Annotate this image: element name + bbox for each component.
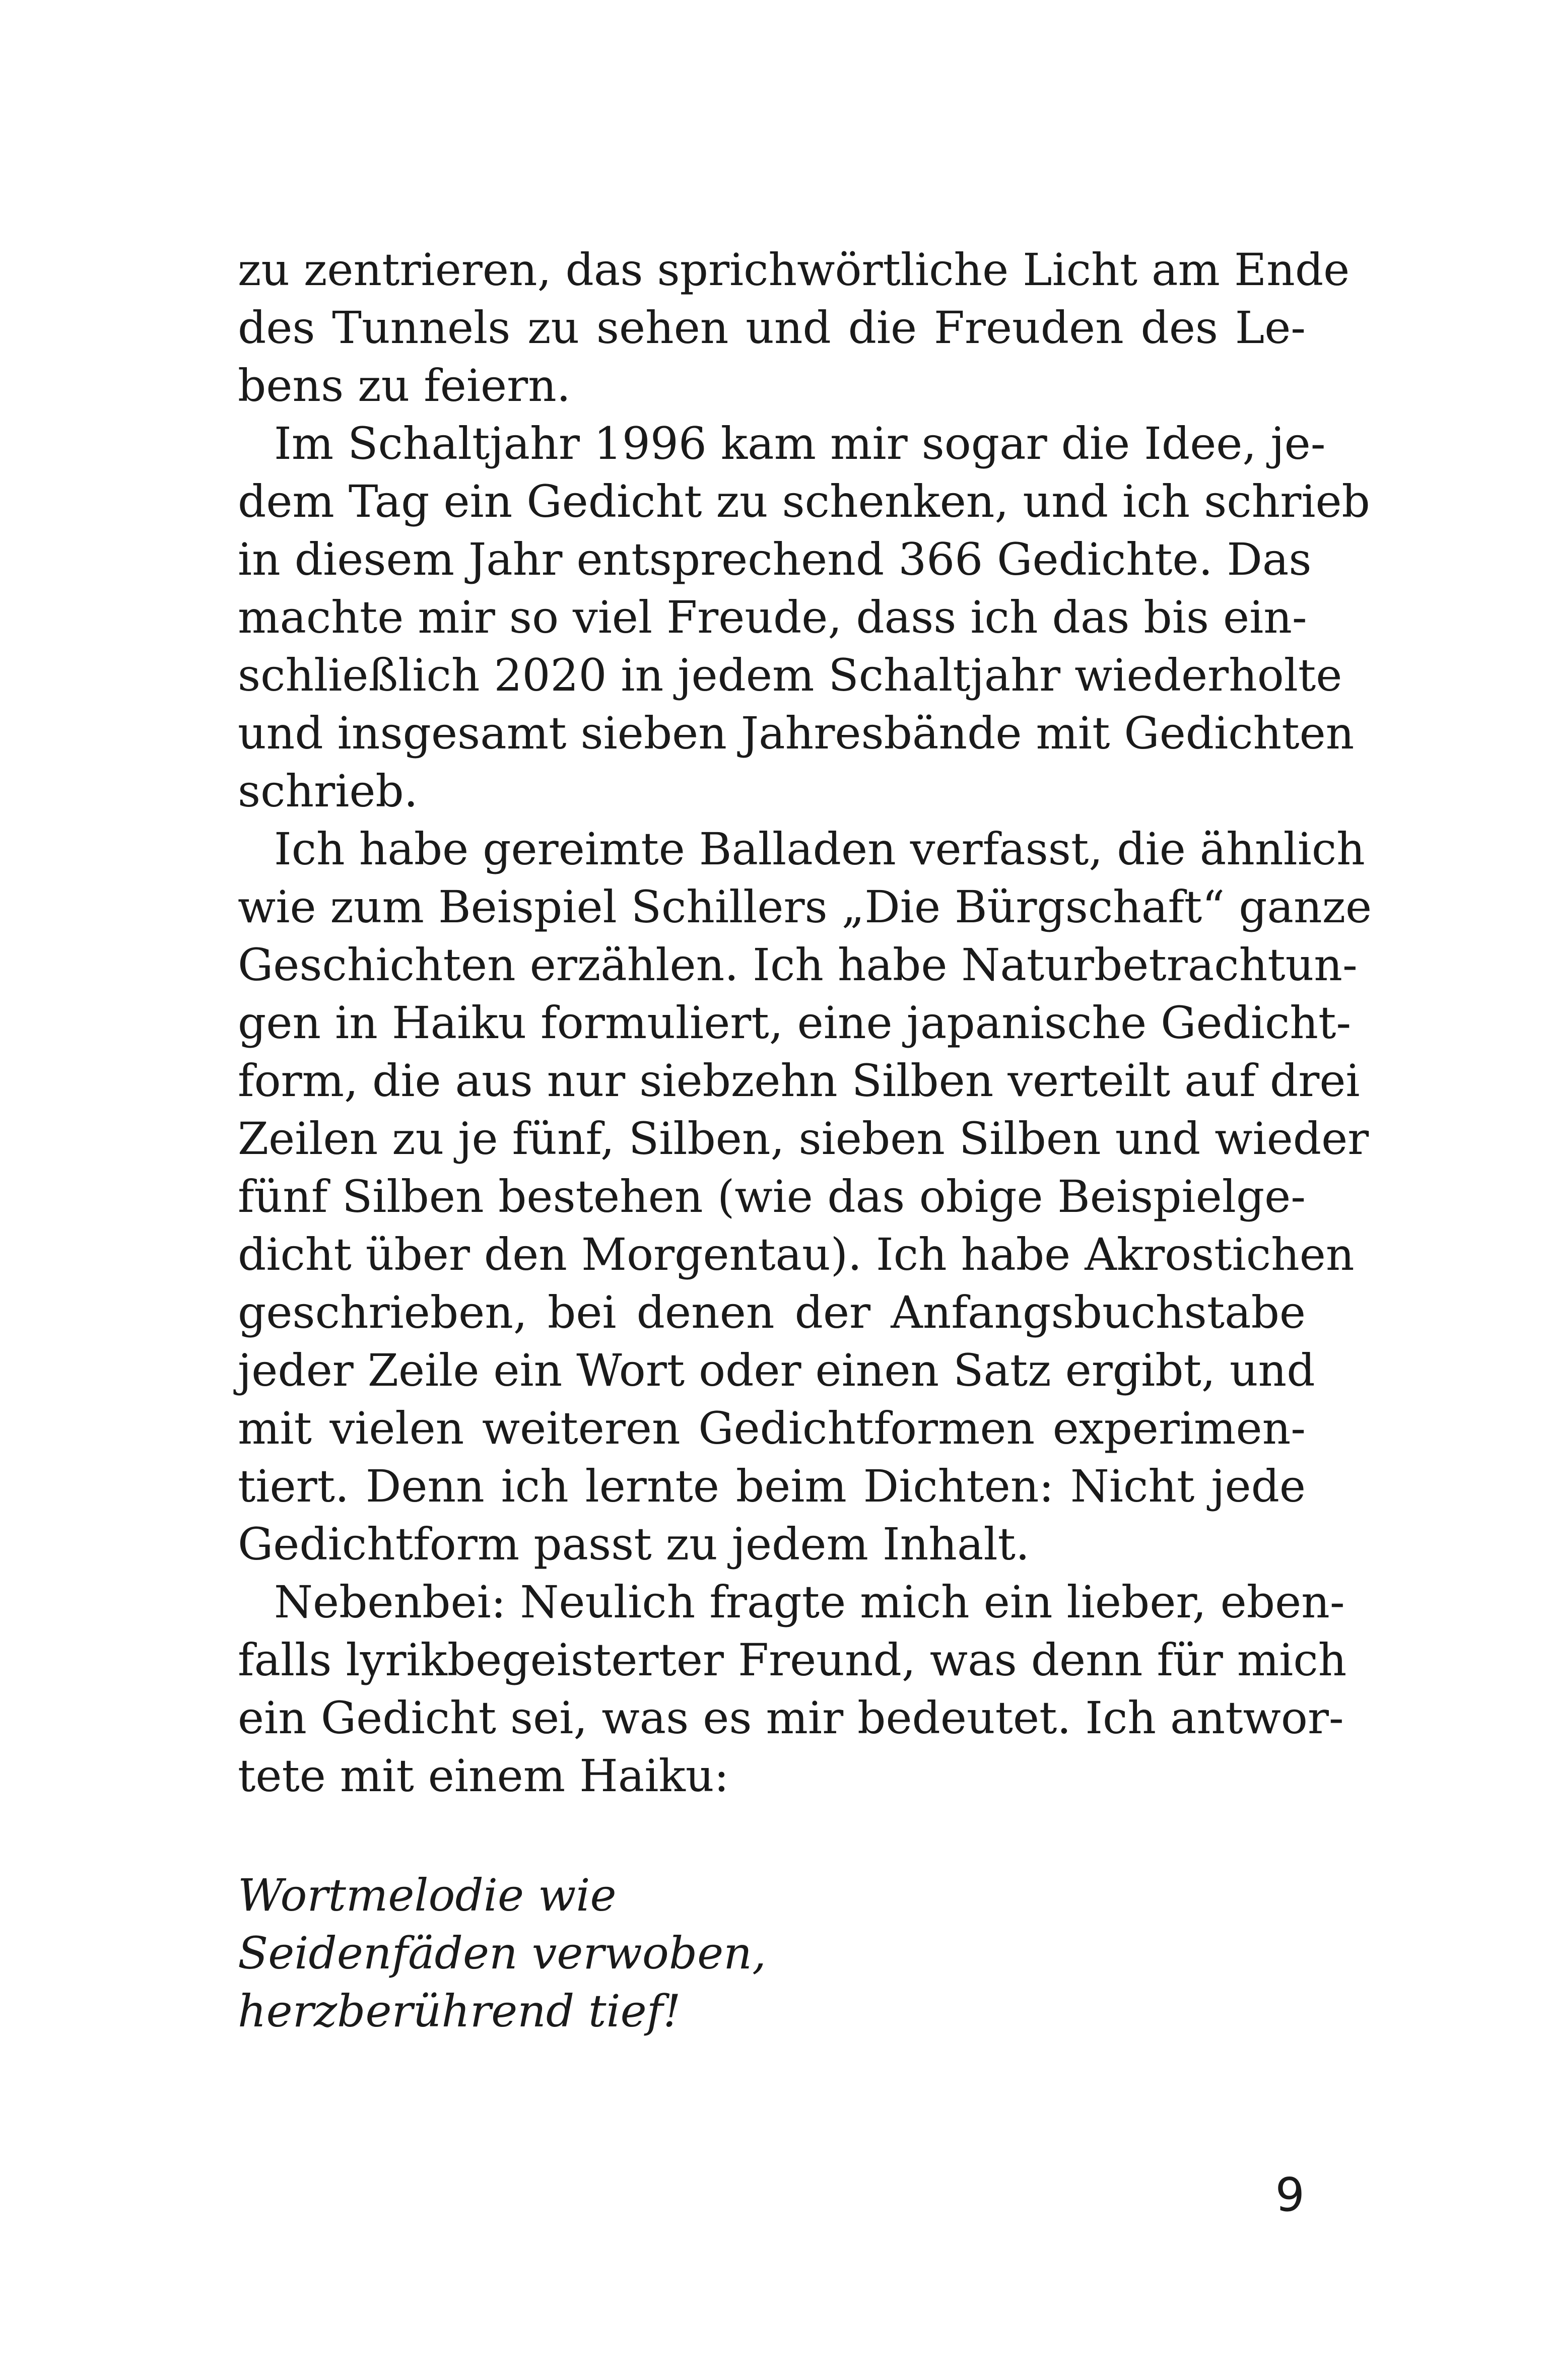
text-line: ein Gedicht sei, was es mir bedeutet. Ich antwor- (238, 1692, 1344, 1744)
text-line: und insgesamt sieben Jahresbände mit Gedichten (238, 707, 1355, 759)
text-line: Gedichtform passt zu jedem Inhalt. (238, 1518, 1030, 1570)
text-line: in diesem Jahr entsprechend 366 Gedichte. Das (238, 533, 1312, 585)
text-line: fünf Silben bestehen (wie das obige Beispielge- (238, 1171, 1306, 1222)
text-line: falls lyrikbegeisterter Freund, was denn für mich (238, 1634, 1347, 1686)
text-line: jeder Zeile ein Wort oder einen Satz ergibt, und (238, 1344, 1315, 1396)
text-line: zu zentrieren, das sprichwörtliche Licht am Ende (238, 244, 1350, 296)
text-line: form, die aus nur siebzehn Silben verteilt auf drei (238, 1055, 1360, 1107)
text-line: Nebenbei: Neulich fragte mich ein lieber, eben- (274, 1576, 1345, 1628)
text-line: machte mir so viel Freude, dass ich das bis ein- (238, 591, 1307, 643)
text-line: Geschichten erzählen. Ich habe Naturbetrachtun- (238, 939, 1358, 991)
text-line: des Tunnels zu sehen und die Freuden des Le- (238, 302, 1306, 354)
paragraph (238, 820, 1372, 1573)
text-line: mit vielen weiteren Gedichtformen experimen- (238, 1402, 1306, 1454)
text-line: tiert. Denn ich lernte beim Dichten: Nicht jede (238, 1460, 1306, 1512)
text-line: dem Tag ein Gedicht zu schenken, und ich schrieb (238, 475, 1370, 527)
text-line: schließlich 2020 in jedem Schaltjahr wiederholte (238, 649, 1342, 701)
text-line: gen in Haiku formuliert, eine japanische Gedicht- (238, 997, 1352, 1049)
text-line: wie zum Beispiel Schillers „Die Bürgschaft“ ganze (238, 881, 1372, 933)
text-line: Im Schaltjahr 1996 kam mir sogar die Idee, je- (274, 418, 1326, 469)
text-line: Ich habe gereimte Balladen verfasst, die ähnlich (274, 823, 1365, 875)
paragraph (238, 1573, 1347, 1805)
poem-line: herzberührend tief! (238, 1985, 681, 2037)
paragraph (238, 241, 1350, 415)
text-line: tete mit einem Haiku: (238, 1750, 729, 1802)
text-line: dicht über den Morgentau). Ich habe Akrostichen (238, 1229, 1355, 1280)
text-line: bens zu feiern. (238, 360, 571, 412)
paragraph (238, 415, 1370, 820)
text-line: Zeilen zu je fünf, Silben, sieben Silben und wieder (238, 1113, 1369, 1165)
text-line: schrieb. (238, 765, 418, 817)
poem-line: Seidenfäden verwoben, (238, 1927, 766, 1979)
text-line: geschrieben, bei denen der Anfangsbuchstabe (238, 1286, 1306, 1338)
body-text (238, 241, 1372, 1805)
page-number: 9 (1275, 2168, 1305, 2222)
poem-line: Wortmelodie wie (238, 1869, 617, 1921)
haiku-poem (238, 1866, 766, 2040)
